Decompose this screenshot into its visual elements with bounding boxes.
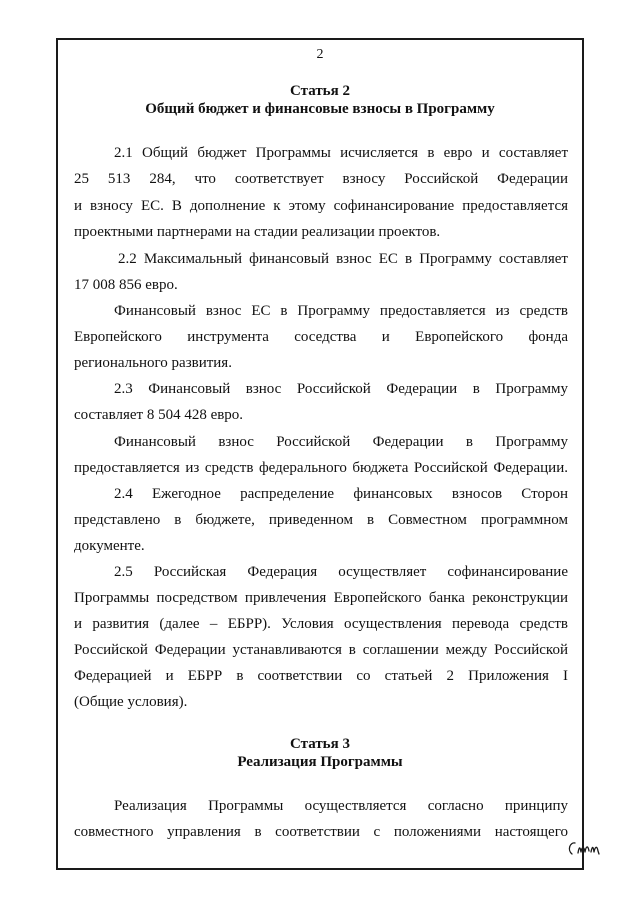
article-3-subtitle: Реализация Программы (237, 754, 403, 770)
article-2-subtitle: Общий бюджет и финансовые взносы в Программу (145, 101, 495, 117)
paragraph-line: Федерацией и ЕБРР в соответствии со статьей 2 Приложения I (74, 668, 568, 684)
paragraph-line: 2.4 Ежегодное распределение финансовых взносов Сторон (114, 486, 568, 502)
paragraph-line: 17 008 856 евро. (74, 277, 178, 293)
signature-initials-icon (566, 836, 606, 865)
paragraph-line: и развития (далее – ЕБРР). Условия осуществления перевода средств (74, 616, 568, 632)
paragraph-line: совместного управления в соответствии с положениями настоящего (74, 824, 568, 840)
paragraph-line: и взносу ЕС. В дополнение к этому софинансирование предоставляется (74, 198, 568, 214)
paragraph-line: 2.3 Финансовый взнос Российской Федерации в Программу (114, 381, 568, 397)
paragraph-line: представлено в бюджете, приведенном в Совместном программном (74, 512, 568, 528)
paragraph-line: Программы посредством привлечения Европейского банка реконструкции (74, 590, 568, 606)
article-3-title: Статья 3 (290, 736, 350, 752)
paragraph-line: Финансовый взнос ЕС в Программу предоставляется из средств (114, 303, 568, 319)
paragraph-line: Реализация Программы осуществляется согласно принципу (114, 798, 568, 814)
paragraph-line: Российской Федерации устанавливаются в соглашении между Российской (74, 642, 568, 658)
paragraph-line: 2.5 Российская Федерация осуществляет софинансирование (114, 564, 568, 580)
paragraph-line: Финансовый взнос Российской Федерации в Программу (114, 434, 568, 450)
paragraph-line: регионального развития. (74, 355, 232, 371)
paragraph-line: (Общие условия). (74, 694, 188, 710)
paragraph-line: предоставляется из средств федерального бюджета Российской Федерации. (74, 460, 568, 476)
paragraph-line: Европейского инструмента соседства и Европейского фонда (74, 329, 568, 345)
paragraph-line: документе. (74, 538, 145, 554)
paragraph-line: проектными партнерами на стадии реализации проектов. (74, 224, 441, 240)
page-number: 2 (316, 47, 324, 62)
paragraph-line: составляет 8 504 428 евро. (74, 407, 244, 423)
paragraph-line: 2.2 Максимальный финансовый взнос ЕС в Программу составляет (118, 251, 568, 267)
paragraph-line: 2.1 Общий бюджет Программы исчисляется в евро и составляет (114, 145, 568, 161)
article-2-title: Статья 2 (290, 83, 350, 99)
paragraph-line: 25 513 284, что соответствует взносу Российской Федерации (74, 171, 568, 187)
